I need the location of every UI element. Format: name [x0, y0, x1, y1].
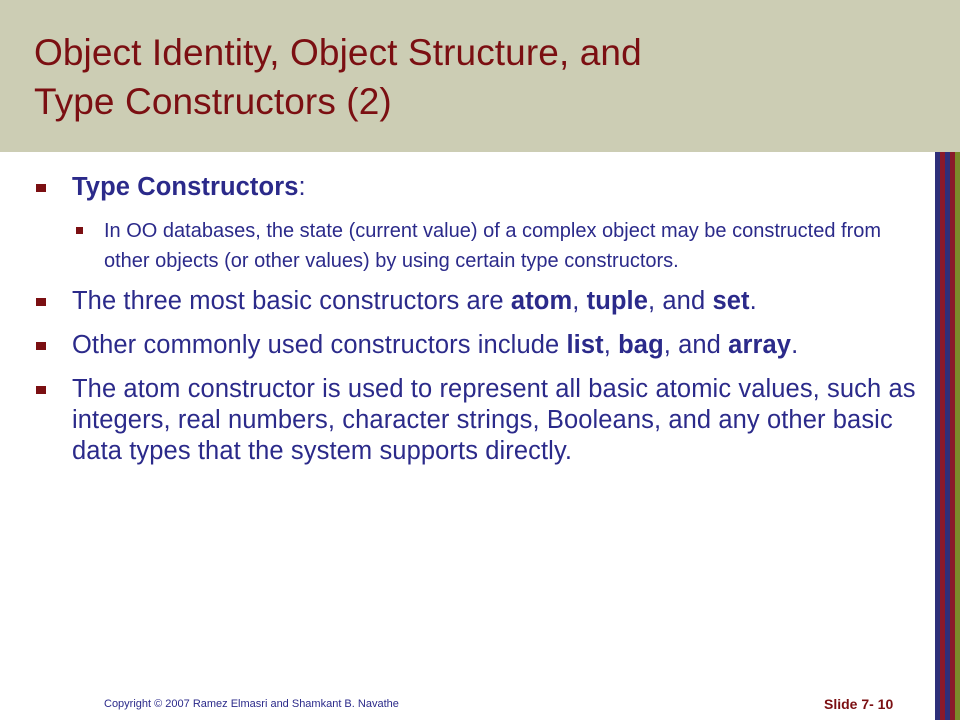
bullet-atom-constructor: [36, 374, 916, 467]
slide-content: [36, 172, 916, 480]
bullet-basic-constructors: [36, 286, 916, 317]
slide-title: [34, 28, 914, 126]
title-band: [0, 0, 960, 152]
sub-bullet-text: In OO databases, the state (current value) of a complex object may be constructed from other objects (or other values) by using certain type constructors.: [104, 220, 882, 272]
copyright-footer: Copyright © 2007 Ramez Elmasri and Shamkant B. Navathe: [104, 698, 399, 710]
bullet-text: Other commonly used constructors include list, bag, and array.: [72, 331, 799, 359]
bullet-text: The three most basic constructors are atom, tuple, and set.: [72, 287, 757, 315]
bullet-type-constructors: Type Constructors:: [36, 172, 916, 203]
title-line-1: Object Identity, Object Structure, and: [34, 32, 642, 73]
slide-number: Slide 7- 10: [824, 696, 894, 712]
bullet-marker: [36, 184, 46, 192]
bullet-marker: [36, 386, 46, 394]
bullet-heading: Type Constructors: [72, 173, 299, 201]
sub-bullet-marker: [76, 227, 83, 234]
bullet-marker: [36, 342, 46, 350]
bullet-other-constructors: [36, 330, 916, 361]
bullet-text: The atom constructor is used to represent all basic atomic values, such as integers, real numbers, character strings, Booleans, and any other basic data types that the system supports directly.: [72, 375, 916, 465]
stripe-olive: [955, 152, 960, 720]
sub-bullet-oo-state: [76, 216, 916, 276]
edge-stripes: [935, 152, 960, 720]
title-line-2: Type Constructors (2): [34, 81, 392, 122]
bullet-marker: [36, 298, 46, 306]
